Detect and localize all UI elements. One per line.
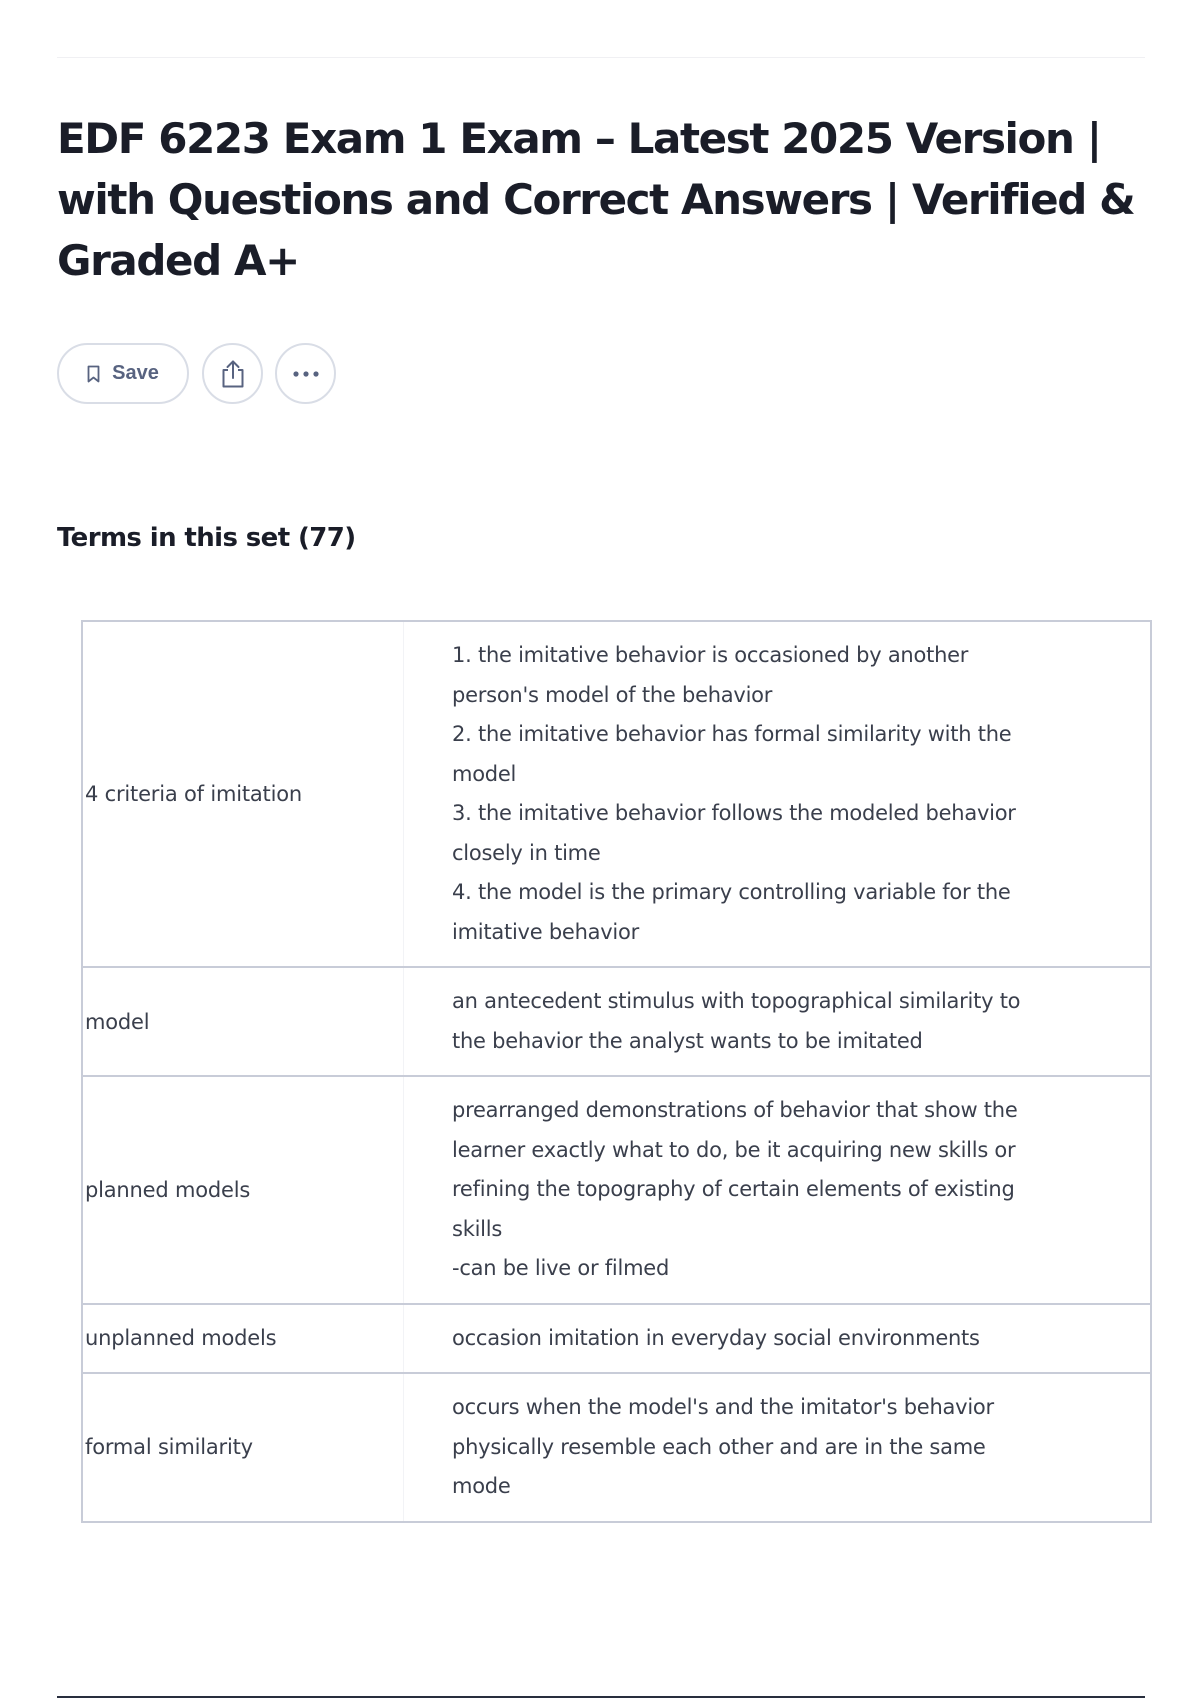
term-row [82, 1373, 1151, 1522]
term-cell: unplanned models [82, 1304, 404, 1374]
definition-cell [404, 1304, 1152, 1374]
page-title: EDF 6223 Exam 1 Exam – Latest 2025 Version | with Questions and Correct Answers | Verified & Graded A+ [57, 114, 1135, 285]
definition-cell [404, 1076, 1152, 1304]
definition-line: 2. the imitative behavior has formal similarity with the model [452, 722, 1012, 786]
term-cell: model [82, 967, 404, 1076]
definition-line: -can be live or filmed [452, 1256, 670, 1280]
definition-line: prearranged demonstrations of behavior that show the learner exactly what to do, be it acquiring new skills or refining the topography of certain elements of existing skills [452, 1098, 1018, 1241]
term-row [82, 1304, 1151, 1374]
footer-divider [57, 1696, 1145, 1698]
term-cell: formal similarity [82, 1373, 404, 1522]
save-label: Save [112, 362, 159, 384]
term-cell: 4 criteria of imitation [82, 621, 404, 967]
share-button[interactable] [202, 343, 263, 404]
definition-line: occasion imitation in everyday social environments [452, 1325, 980, 1350]
term-cell: planned models [82, 1076, 404, 1304]
definition-cell [404, 1373, 1152, 1522]
definition-line: 3. the imitative behavior follows the modeled behavior closely in time [452, 801, 1016, 865]
action-bar [57, 343, 336, 404]
term-row [82, 967, 1151, 1076]
terms-heading: Terms in this set (77) [57, 523, 356, 553]
definition-line: 1. the imitative behavior is occasioned by another person's model of the behavior [452, 643, 969, 707]
term-row [82, 1076, 1151, 1304]
terms-table-body [82, 621, 1151, 1522]
save-button[interactable] [57, 343, 189, 404]
definition-line: 4. the model is the primary controlling variable for the imitative behavior [452, 880, 1011, 944]
share-icon [220, 359, 246, 389]
definition-line: occurs when the model's and the imitator's behavior physically resemble each other and are in the same mode [452, 1395, 994, 1498]
definition-line: an antecedent stimulus with topographical similarity to the behavior the analyst wants to be imitated [452, 989, 1021, 1053]
definition-cell [404, 621, 1152, 967]
more-horizontal-icon [292, 371, 320, 377]
term-row [82, 621, 1151, 967]
bookmark-icon [87, 365, 100, 383]
header-divider [57, 57, 1145, 58]
terms-table [81, 620, 1152, 1523]
more-options-button[interactable] [275, 343, 336, 404]
definition-cell [404, 967, 1152, 1076]
